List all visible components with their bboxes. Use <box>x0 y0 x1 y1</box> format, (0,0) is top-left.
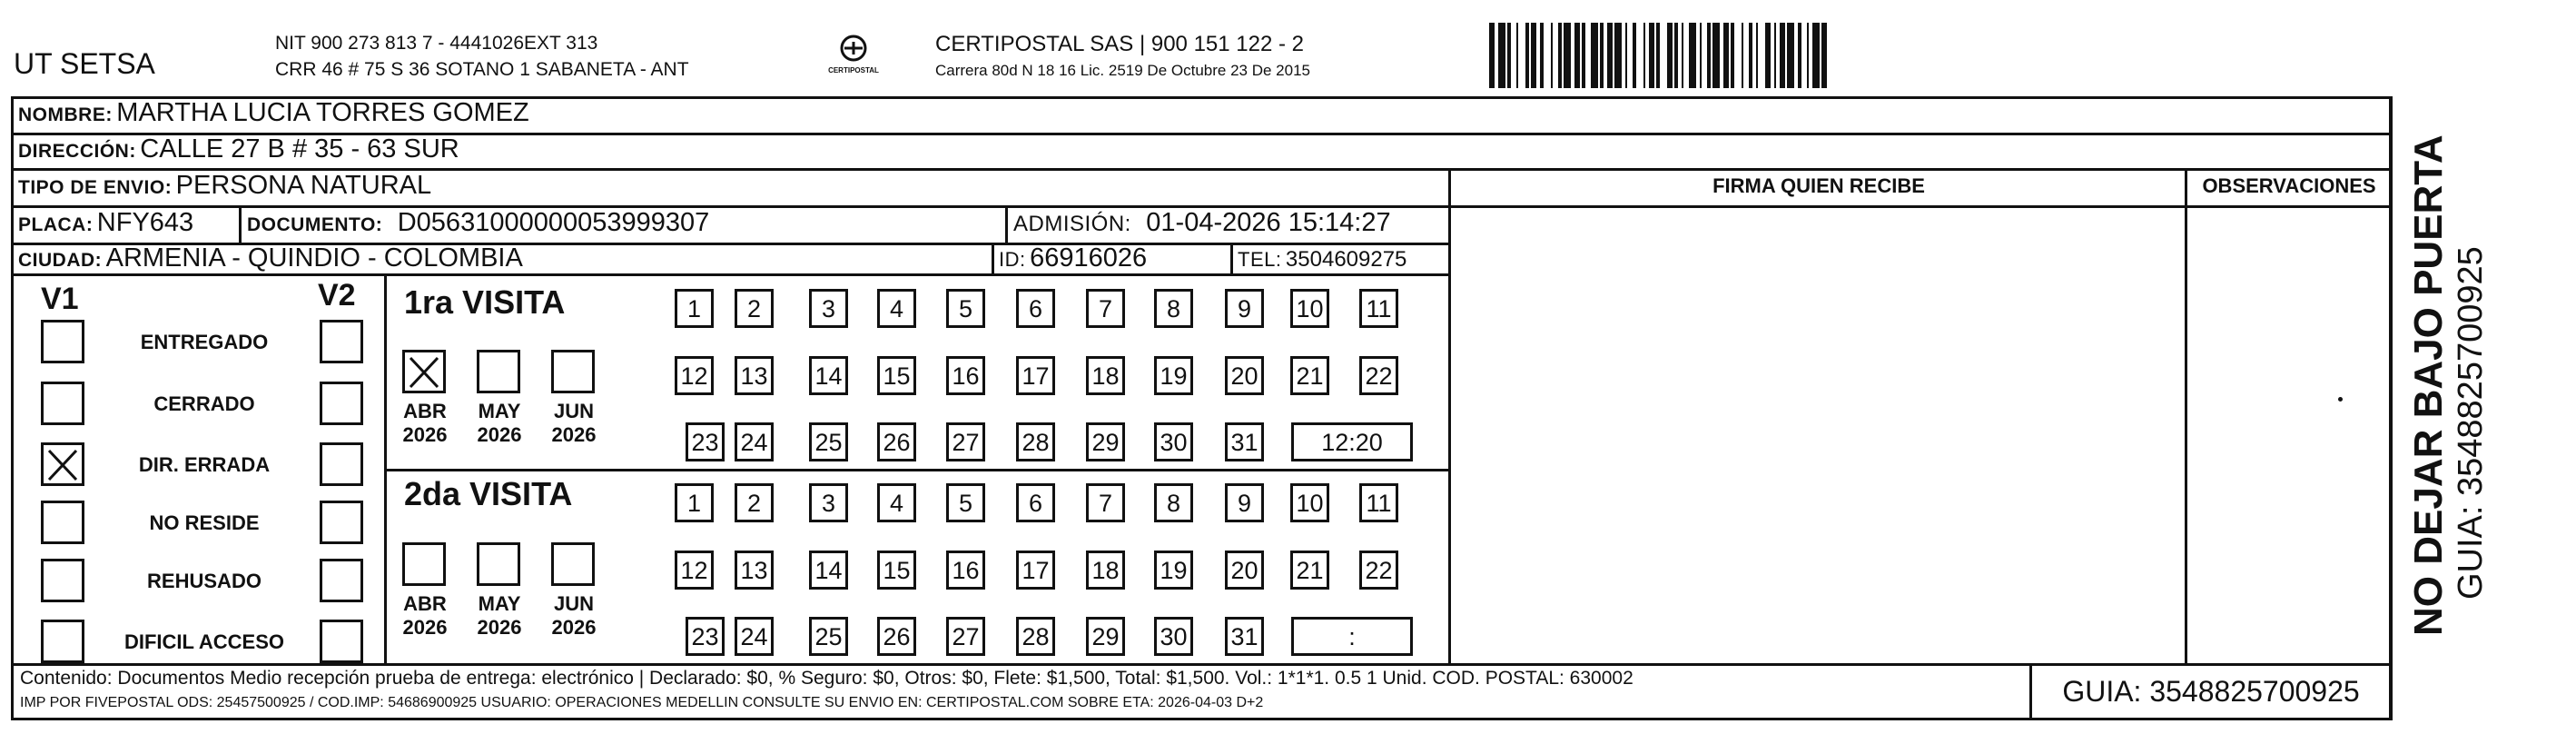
v2-checkbox[interactable] <box>320 620 363 663</box>
tipo-label: TIPO DE ENVIO: <box>18 177 173 198</box>
admision-label: ADMISIÓN: <box>1013 212 1131 236</box>
day-box[interactable]: 19 <box>1154 551 1193 590</box>
status-label: DIFICIL ACCESO <box>123 630 284 653</box>
no-dejar-warning: NO DEJAR BAJO PUERTA <box>2406 134 2451 636</box>
status-label: REHUSADO <box>147 570 262 592</box>
day-box[interactable]: 14 <box>809 356 848 395</box>
barcode-bar <box>1498 23 1505 88</box>
day-box[interactable]: 12 <box>675 356 714 395</box>
v2-checkbox[interactable] <box>320 559 363 602</box>
day-box[interactable]: 30 <box>1154 422 1193 461</box>
month-name: MAY <box>478 592 521 615</box>
col-line <box>2185 168 2187 663</box>
check-mark-icon <box>44 445 82 483</box>
month-label <box>542 592 606 640</box>
day-box[interactable]: 29 <box>1086 422 1125 461</box>
barcode-bar <box>1787 23 1794 88</box>
day-box[interactable]: 22 <box>1359 551 1398 590</box>
col-line <box>992 243 994 273</box>
barcode-bar <box>1544 23 1551 88</box>
day-box[interactable]: 27 <box>946 617 985 656</box>
day-box[interactable]: 20 <box>1225 551 1264 590</box>
day-box[interactable]: 6 <box>1016 289 1055 328</box>
day-box[interactable]: 22 <box>1359 356 1398 395</box>
row-line <box>11 663 2392 666</box>
month-label <box>468 592 531 640</box>
month-name: JUN <box>553 592 594 615</box>
barcode-bar <box>1712 23 1720 88</box>
visit1-title: 1ra VISITA <box>404 283 566 321</box>
col-line <box>2029 663 2032 720</box>
day-box[interactable]: 23 <box>686 422 725 461</box>
day-box[interactable]: 30 <box>1154 617 1193 656</box>
status-label: ENTREGADO <box>140 331 269 353</box>
barcode-bar <box>1689 23 1696 88</box>
documento-label: DOCUMENTO: <box>247 214 383 235</box>
placa-value: NFY643 <box>96 208 194 237</box>
day-box[interactable]: 24 <box>735 617 774 656</box>
ciudad-label: CIUDAD: <box>18 250 103 271</box>
id-label: ID: <box>999 248 1026 271</box>
month-year: 2026 <box>477 423 522 446</box>
month-name: ABR <box>403 400 447 422</box>
company-name: UT SETSA <box>14 47 155 80</box>
col-line <box>1230 243 1233 273</box>
admision-value: 01-04-2026 15:14:27 <box>1146 208 1391 237</box>
v1-checkbox[interactable] <box>41 559 84 602</box>
day-box[interactable]: 10 <box>1290 483 1329 522</box>
row-line <box>1450 205 2392 208</box>
observaciones-mark <box>2338 397 2343 402</box>
barcode-bar <box>1614 23 1622 88</box>
day-box[interactable]: 13 <box>735 551 774 590</box>
direccion-row <box>18 134 459 164</box>
day-box[interactable]: 18 <box>1086 356 1125 395</box>
col-line <box>239 205 242 243</box>
day-box[interactable]: 20 <box>1225 356 1264 395</box>
nit-line: NIT 900 273 813 7 - 4441026EXT 313 <box>275 33 598 54</box>
day-box[interactable]: 19 <box>1154 356 1193 395</box>
v1-checkbox[interactable] <box>41 442 84 486</box>
v1-checkbox[interactable] <box>41 620 84 663</box>
day-box[interactable]: 2 <box>735 483 774 522</box>
day-box[interactable]: 9 <box>1225 483 1264 522</box>
month-checkbox[interactable] <box>551 542 595 586</box>
day-box[interactable]: 31 <box>1225 617 1264 656</box>
nombre-label: NOMBRE: <box>18 104 113 125</box>
day-box[interactable]: 7 <box>1086 483 1125 522</box>
day-box[interactable]: 8 <box>1154 483 1193 522</box>
v1-checkbox[interactable] <box>41 501 84 544</box>
day-box[interactable]: 31 <box>1225 422 1264 461</box>
row-line <box>11 273 1450 276</box>
day-box[interactable]: 6 <box>1016 483 1055 522</box>
day-box[interactable]: 16 <box>946 356 985 395</box>
month-label <box>542 400 606 447</box>
day-box[interactable]: 24 <box>735 422 774 461</box>
time-box[interactable]: : <box>1291 617 1413 656</box>
month-name: ABR <box>403 592 447 615</box>
barcode-bar <box>1518 23 1525 88</box>
month-label <box>393 592 457 640</box>
footer-line1: Contenido: Documentos Medio recepción prueba de entrega: electrónico | Declarado: $0, % Seguro: $0, Otros: $0, Flete: $1,500, Total: $1,500. Vol.: 1*1*1. 0.5 1 Unid. COD. POSTAL: 630002 <box>20 668 1633 689</box>
day-box[interactable]: 4 <box>877 289 916 328</box>
col-line <box>1005 205 1008 243</box>
barcode-bar <box>1591 23 1598 88</box>
v2-checkbox[interactable] <box>320 382 363 425</box>
placa-row <box>18 208 193 238</box>
certipostal-line1: CERTIPOSTAL SAS | 900 151 122 - 2 <box>935 32 1304 56</box>
firma-header: FIRMA QUIEN RECIBE <box>1712 174 1925 197</box>
day-box[interactable]: 18 <box>1086 551 1125 590</box>
ciudad-value: ARMENIA - QUINDIO - COLOMBIA <box>105 243 523 273</box>
v1-label: V1 <box>41 282 79 316</box>
month-name: MAY <box>478 400 521 422</box>
day-box[interactable]: 8 <box>1154 289 1193 328</box>
month-year: 2026 <box>551 423 597 446</box>
day-box[interactable]: 5 <box>946 483 985 522</box>
day-box[interactable]: 23 <box>686 617 725 656</box>
side-guia: GUIA: 3548825700925 <box>2452 246 2490 600</box>
v2-checkbox[interactable] <box>320 501 363 544</box>
day-box[interactable]: 1 <box>675 483 714 522</box>
day-box[interactable]: 26 <box>877 617 916 656</box>
day-box[interactable]: 21 <box>1290 356 1329 395</box>
observaciones-header: OBSERVACIONES <box>2202 174 2376 197</box>
day-box[interactable]: 28 <box>1016 617 1055 656</box>
col-line <box>384 273 387 663</box>
barcode-bar <box>1564 23 1571 88</box>
barcode-bar <box>1734 23 1742 88</box>
ciudad-row <box>18 243 523 273</box>
day-box[interactable]: 1 <box>675 289 714 328</box>
day-box[interactable]: 15 <box>877 356 916 395</box>
month-label <box>468 400 531 447</box>
month-year: 2026 <box>477 616 522 639</box>
day-box[interactable]: 5 <box>946 289 985 328</box>
day-box[interactable]: 10 <box>1290 289 1329 328</box>
documento-value: D05631000000053999307 <box>397 208 710 237</box>
direccion-label: DIRECCIÓN: <box>18 141 136 162</box>
barcode-bar <box>1758 23 1765 88</box>
day-box[interactable]: 11 <box>1359 289 1398 328</box>
footer-line2: IMP POR FIVEPOSTAL ODS: 25457500925 / COD.IMP: 54686900925 USUARIO: OPERACIONES MEDELLIN CONSULTE SU ENVIO EN: CERTIPOSTAL.COM SOBRE ETA: 2026-04-03 D+2 <box>20 695 1264 710</box>
id-value: 66916026 <box>1030 243 1148 273</box>
v2-label: V2 <box>318 278 356 313</box>
tipo-row <box>18 171 431 201</box>
placa-label: PLACA: <box>18 214 94 235</box>
documento-row <box>247 208 709 238</box>
day-box[interactable]: 25 <box>809 422 848 461</box>
v2-checkbox[interactable] <box>320 442 363 486</box>
admision-row <box>1013 208 1391 238</box>
month-checkbox[interactable] <box>551 350 595 393</box>
day-box[interactable]: 3 <box>809 483 848 522</box>
day-box[interactable]: 2 <box>735 289 774 328</box>
day-box[interactable]: 17 <box>1016 356 1055 395</box>
logo-icon <box>835 35 872 62</box>
side-text <box>2406 127 2533 636</box>
v2-checkbox[interactable] <box>320 320 363 363</box>
v1-checkbox[interactable] <box>41 382 84 425</box>
day-box[interactable]: 21 <box>1290 551 1329 590</box>
v1-checkbox[interactable] <box>41 320 84 363</box>
row-line <box>384 469 1450 471</box>
month-year: 2026 <box>402 616 448 639</box>
col-line <box>2390 96 2393 720</box>
tel-row <box>1238 247 1406 273</box>
tipo-value: PERSONA NATURAL <box>175 171 432 200</box>
barcode-bar <box>1812 23 1820 88</box>
month-year: 2026 <box>551 616 597 639</box>
logo-text: CERTIPOSTAL <box>828 66 879 74</box>
month-checkbox[interactable] <box>402 542 446 586</box>
month-year: 2026 <box>402 423 448 446</box>
barcode-bar <box>1660 23 1667 88</box>
day-box[interactable]: 7 <box>1086 289 1125 328</box>
barcode-bar <box>1636 23 1643 88</box>
status-label: CERRADO <box>153 392 255 415</box>
month-checkbox[interactable] <box>402 350 446 393</box>
day-box[interactable]: 3 <box>809 289 848 328</box>
day-box[interactable]: 12 <box>675 551 714 590</box>
status-label: NO RESIDE <box>149 511 260 534</box>
nombre-row <box>18 98 529 128</box>
barcode-bar <box>1827 23 1831 88</box>
direccion-value: CALLE 27 B # 35 - 63 SUR <box>140 134 459 164</box>
day-box[interactable]: 29 <box>1086 617 1125 656</box>
barcode <box>1489 23 2216 88</box>
id-row <box>999 243 1147 273</box>
month-checkbox[interactable] <box>477 350 520 393</box>
day-box[interactable]: 25 <box>809 617 848 656</box>
check-mark-icon <box>405 352 443 391</box>
visit2-title: 2da VISITA <box>404 475 573 512</box>
certipostal-logo <box>817 35 890 84</box>
day-box[interactable]: 4 <box>877 483 916 522</box>
tel-value: 3504609275 <box>1285 247 1407 272</box>
day-box[interactable]: 28 <box>1016 422 1055 461</box>
day-box[interactable]: 15 <box>877 551 916 590</box>
day-box[interactable]: 27 <box>946 422 985 461</box>
day-box[interactable]: 16 <box>946 551 985 590</box>
month-checkbox[interactable] <box>477 542 520 586</box>
day-box[interactable]: 13 <box>735 356 774 395</box>
certipostal-line2: Carrera 80d N 18 16 Lic. 2519 De Octubre 23 De 2015 <box>935 62 1310 79</box>
day-box[interactable]: 14 <box>809 551 848 590</box>
time-box[interactable]: 12:20 <box>1291 422 1413 461</box>
footer-guia: GUIA: 3548825700925 <box>2062 675 2360 708</box>
tel-label: TEL: <box>1238 248 1282 271</box>
address-line: CRR 46 # 75 S 36 SOTANO 1 SABANETA - ANT <box>275 59 689 80</box>
month-name: JUN <box>553 400 594 422</box>
status-label: DIR. ERRADA <box>138 453 271 476</box>
month-label <box>393 400 457 447</box>
day-box[interactable]: 9 <box>1225 289 1264 328</box>
day-box[interactable]: 26 <box>877 422 916 461</box>
day-box[interactable]: 11 <box>1359 483 1398 522</box>
col-line <box>1448 168 1451 663</box>
nombre-value: MARTHA LUCIA TORRES GOMEZ <box>116 98 529 127</box>
day-box[interactable]: 17 <box>1016 551 1055 590</box>
